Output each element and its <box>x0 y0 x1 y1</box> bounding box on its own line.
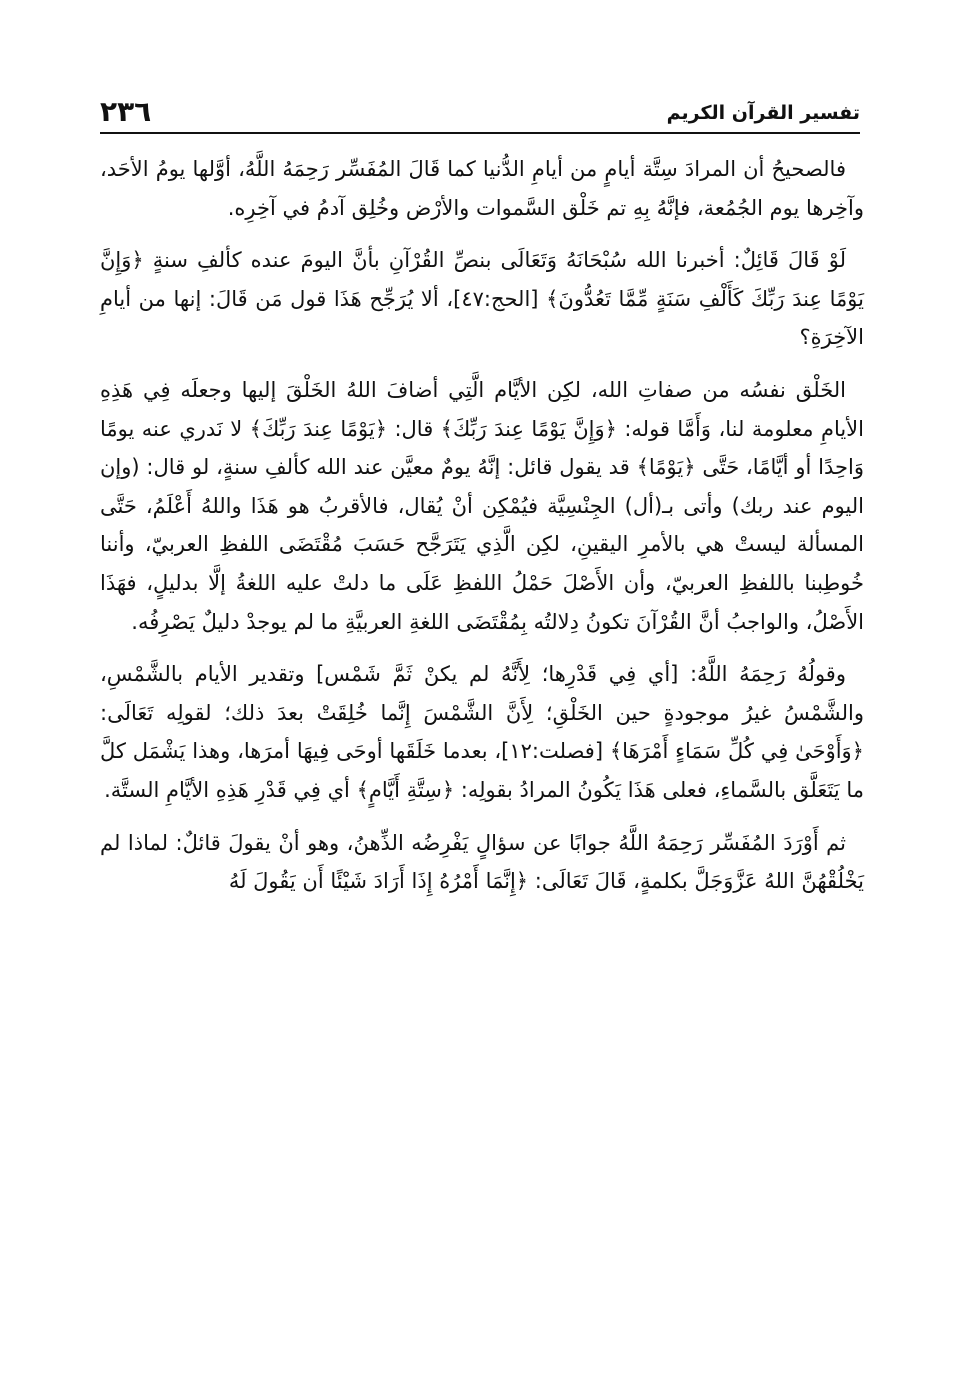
paragraph: ثم أَوْرَدَ المُفَسِّر رَحِمَهُ اللَّهُ جوابًا عن سؤالٍ يَفْرِضُه الذِّهنُ، وهو أنْ يقولَ قائلٌ: لماذا لم يَخْلُقْهُنَّ اللهُ عَزَّوَجَلَّ بكلمةٍ، قَالَ تَعَالَى: ﴿إِنَّمَا أَمْرُهُ إِذَا أَرَادَ شَيْئًا أَن يَقُولَ لَهُ <box>100 830 864 894</box>
paragraph: وقولُهُ رَحِمَهُ اللَّهُ: [أي فِي قَدْرِها؛ لِأَنَّهُ لم يكنْ ثَمَّ شَمْس] وتقدير الأيام بالشَّمْسِ، والشَّمْسُ غيرُ موجودةٍ حين الخَلْقِ؛ لِأَنَّ الشَّمْسَ إِنَّما خُلِقَتْ بعدَ ذلك؛ لقولِه تَعَالَى: ﴿وَأَوْحَىٰ فِي كُلِّ سَمَاءٍ أَمْرَهَا﴾ [فصلت:١٢]، بعدما خَلَقَها أوحَى فِيهَا أمرَها، وهذا يَشْمَل كلَّ ما يَتَعَلَّق بالسَّماءِ، فعلى هَذَا يَكُونُ المرادُ بقولِه: ﴿سِتَّةِ أَيَّامٍ﴾ أي فِي قَدْرِ هَذِهِ الأيَّامِ الستَّة. <box>100 662 864 802</box>
book-title: تفسير القرآن الكريم <box>666 102 860 124</box>
body-text <box>100 150 864 915</box>
page-number: ٢٣٦ <box>100 95 152 128</box>
paragraph: لَوْ قَالَ قَائِلٌ: أخبرنا الله سُبْحَانَهُ وَتَعَالَى بنصِّ القُرْآنِ بأنَّ اليومَ عنده كألفِ سنةٍ ﴿وَإِنَّ يَوْمًا عِندَ رَبِّكَ كَأَلْفِ سَنَةٍ مِّمَّا تَعُدُّونَ﴾ [الحج:٤٧]، ألا يُرَجِّح هَذَا قول مَن قَالَ: إنها من أيامِ الآخِرَةِ؟ <box>100 248 864 350</box>
paragraph: الخَلْق نفسُه من صفاتِ الله، لكِن الأيَّام الَّتِي أضافَ اللهُ الخَلْقَ إليها وجعلَه فِي هَذِهِ الأيامِ معلومة لنا، وَأَمَّا قوله: ﴿وَإِنَّ يَوْمًا عِندَ رَبِّكَ﴾ قال: ﴿يَوْمًا عِندَ رَبِّكَ﴾ لا نَدري عنه يومًا وَاحِدًا أو أيَّامًا، حَتَّى ﴿يَوْمًا﴾ قد يقول قائل: إنَّهُ يومٌ معيَّن عند الله كألفِ سنةٍ، لو قال: (وإن اليوم عند ربك) وأتى بـ(أل) الجِنْسِيَّة فيُمْكِن أنْ يُقال، فالأقربُ هو هَذَا واللهُ أَعْلَمُ، حَتَّى المسألة ليستْ هي بالأمرِ اليقينِ، لكِن الَّذِي يَتَرَجَّح حَسَبَ مُقْتَضَى اللفظِ العربيّ، وأننا خُوطِبنا باللفظِ العربيّ، وأن الأَصْلَ حَمْلُ اللفظِ عَلَى ما دلتْ عليه اللغةُ إلَّا بدليلٍ، فهَذَا الأَصْلُ، والواجبُ أنَّ القُرْآنَ تكونُ دِلالتُه بِمُقْتَضَى اللغةِ العربيَّةِ ما لم يوجدْ دليلٌ يَصْرِفُه. <box>100 377 864 634</box>
paragraph: فالصحيحُ أن المرادَ سِتَّة أيامٍ من أيامِ الدُّنيا كما قَالَ المُفَسِّر رَحِمَهُ اللَّهُ، أوَّلها يومُ الأحَد، وآخِرها يوم الجُمُعة، فإنَّهُ بِهِ تم خَلْق السَّموات والأرْض وخُلِق آدمُ في آخِرِه. <box>100 157 864 220</box>
running-header <box>100 92 860 134</box>
